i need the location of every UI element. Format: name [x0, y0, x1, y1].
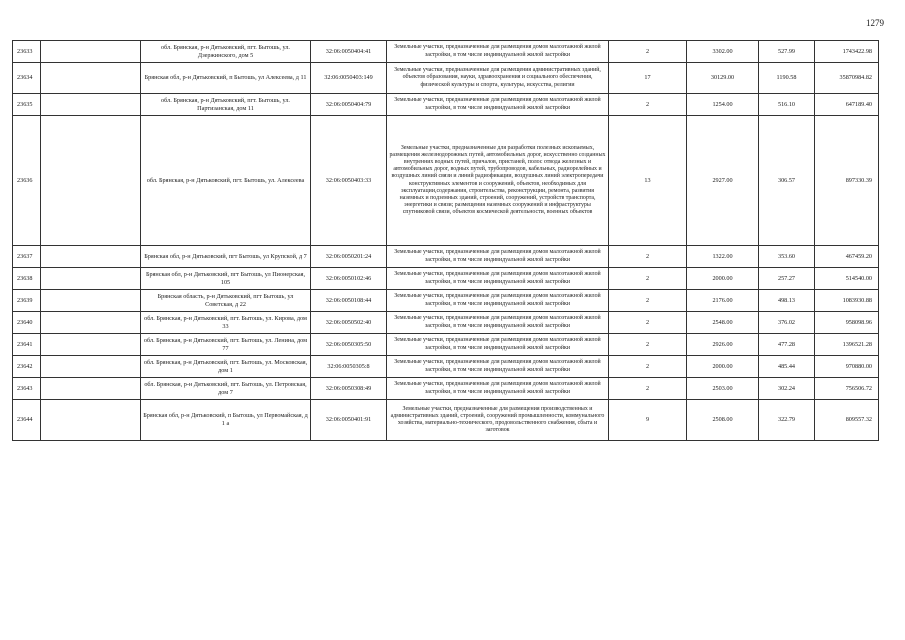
row-cadastral-number: 32:06:0050403:33 — [311, 116, 387, 246]
row-area: 2176.00 — [687, 290, 759, 312]
table-row — [13, 334, 879, 356]
row-price: 257.27 — [759, 268, 815, 290]
row-blank-cell — [41, 94, 141, 116]
row-blank-cell — [41, 356, 141, 378]
row-blank-cell — [41, 246, 141, 268]
row-purpose: Земельные участки, предназначенные для размещения домов малоэтажной жилой застройки, в том числе индивидуальной жилой застройки — [387, 290, 609, 312]
row-cadastral-number: 32:06:0050102:46 — [311, 268, 387, 290]
row-count: 2 — [609, 94, 687, 116]
row-count: 2 — [609, 312, 687, 334]
row-id: 23633 — [13, 41, 41, 63]
row-id: 23640 — [13, 312, 41, 334]
row-area: 2926.00 — [687, 334, 759, 356]
row-address: обл. Брянская, р-н Дятьковский, пгт. Бытошь, ул. Дзержинского, дом 5 — [141, 41, 311, 63]
row-purpose: Земельные участки, предназначенные для размещения домов малоэтажной жилой застройки, в том числе индивидуальной жилой застройки — [387, 268, 609, 290]
row-count: 9 — [609, 400, 687, 441]
row-purpose: Земельные участки, предназначенные для размещения домов малоэтажной жилой застройки, в том числе индивидуальной жилой застройки — [387, 312, 609, 334]
row-value: 958098.96 — [815, 312, 879, 334]
row-value: 35870984.82 — [815, 63, 879, 94]
table-row — [13, 41, 879, 63]
row-price: 306.57 — [759, 116, 815, 246]
table-row — [13, 246, 879, 268]
row-id: 23639 — [13, 290, 41, 312]
row-blank-cell — [41, 268, 141, 290]
table-row — [13, 356, 879, 378]
row-count: 17 — [609, 63, 687, 94]
row-price: 498.13 — [759, 290, 815, 312]
row-address: обл. Брянская, р-н Дятьковский, пгт. Бытошь, ул. Партизанская, дом 11 — [141, 94, 311, 116]
row-value: 467459.20 — [815, 246, 879, 268]
row-cadastral-number: 32:06:0050502:40 — [311, 312, 387, 334]
row-count: 2 — [609, 268, 687, 290]
table-row — [13, 290, 879, 312]
row-value: 514540.00 — [815, 268, 879, 290]
row-count: 2 — [609, 334, 687, 356]
row-area: 1254.00 — [687, 94, 759, 116]
row-cadastral-number: 32:06:0050308:49 — [311, 378, 387, 400]
row-address: обл. Брянская, р-н Дятьковский, пгт. Бытошь, ул. Кирова, дом 33 — [141, 312, 311, 334]
row-price: 485.44 — [759, 356, 815, 378]
row-blank-cell — [41, 41, 141, 63]
row-price: 477.28 — [759, 334, 815, 356]
row-price: 302.24 — [759, 378, 815, 400]
row-address: обл. Брянская, р-н Дятьковский, пгт. Бытошь, ул. Московская, дом 1 — [141, 356, 311, 378]
row-blank-cell — [41, 116, 141, 246]
row-price: 527.99 — [759, 41, 815, 63]
row-id: 23638 — [13, 268, 41, 290]
land-plot-table — [12, 40, 879, 441]
row-value: 1396521.28 — [815, 334, 879, 356]
row-purpose: Земельные участки, предназначенные для размещения домов малоэтажной жилой застройки, в том числе индивидуальной жилой застройки — [387, 94, 609, 116]
row-blank-cell — [41, 400, 141, 441]
row-purpose: Земельные участки, предназначенные для размещения домов малоэтажной жилой застройки, в том числе индивидуальной жилой застройки — [387, 246, 609, 268]
row-count: 2 — [609, 41, 687, 63]
row-blank-cell — [41, 290, 141, 312]
row-count: 2 — [609, 378, 687, 400]
row-area: 2508.00 — [687, 400, 759, 441]
row-id: 23636 — [13, 116, 41, 246]
row-id: 23635 — [13, 94, 41, 116]
row-area: 2000.00 — [687, 268, 759, 290]
row-address: Брянская обл, р-н Дятьковский, п Бытошь, ул Алексеева, д 11 — [141, 63, 311, 94]
row-count: 2 — [609, 290, 687, 312]
row-value: 647189.40 — [815, 94, 879, 116]
row-price: 1190.58 — [759, 63, 815, 94]
row-purpose: Земельные участки, предназначенные для размещения домов малоэтажной жилой застройки, в том числе индивидуальной жилой застройки — [387, 334, 609, 356]
row-blank-cell — [41, 378, 141, 400]
table-row — [13, 94, 879, 116]
row-id: 23644 — [13, 400, 41, 441]
row-price: 322.79 — [759, 400, 815, 441]
row-cadastral-number: 32:06:0050404:41 — [311, 41, 387, 63]
row-address: обл. Брянская, р-н Дятьковский, пгт. Бытошь, ул. Петровская, дом 7 — [141, 378, 311, 400]
row-address: Брянская обл, р-н Дятьковский, пгт Бытошь, ул Пионерская, 105 — [141, 268, 311, 290]
row-area: 1322.00 — [687, 246, 759, 268]
row-purpose: Земельные участки, предназначенные для размещения административных зданий, объектов образования, науки, здравоохранения и социального обеспечения, физической культуры и спорта, культуры, искусства, религии — [387, 63, 609, 94]
table-row — [13, 268, 879, 290]
row-count: 2 — [609, 356, 687, 378]
table-row — [13, 378, 879, 400]
row-address: обл. Брянская, р-н Дятьковский, пгт. Бытошь, ул. Алексеева — [141, 116, 311, 246]
row-blank-cell — [41, 334, 141, 356]
row-address: Брянская обл, р-н Дятьковский, п Бытошь, ул Первомайская, д 1 а — [141, 400, 311, 441]
row-blank-cell — [41, 63, 141, 94]
row-purpose: Земельные участки, предназначенные для размещения домов малоэтажной жилой застройки, в том числе индивидуальной жилой застройки — [387, 378, 609, 400]
row-id: 23634 — [13, 63, 41, 94]
row-area: 30129.00 — [687, 63, 759, 94]
row-id: 23637 — [13, 246, 41, 268]
row-area: 2503.00 — [687, 378, 759, 400]
row-value: 970880.00 — [815, 356, 879, 378]
table-row — [13, 63, 879, 94]
row-cadastral-number: 32:06:0050401:91 — [311, 400, 387, 441]
row-value: 756506.72 — [815, 378, 879, 400]
row-cadastral-number: 32:06:0050403:149 — [311, 63, 387, 94]
row-address: Брянская область, р-н Дятьковский, пгт Бытошь, ул Советская, д 22 — [141, 290, 311, 312]
row-price: 516.10 — [759, 94, 815, 116]
table-row — [13, 116, 879, 246]
row-area: 2000.00 — [687, 356, 759, 378]
row-area: 2927.00 — [687, 116, 759, 246]
row-purpose: Земельные участки, предназначенные для разработки полезных ископаемых, размещения железнодорожных путей, автомобильных дорог, искусственно созданных внутренних водных путей, причалов, пристаней, полос отвода железных и автомобильных дорог, водных путей, трубопроводов, кабельных, радиорелейных и воздушных линий связи и линий радиофикации, воздушных линий электропередачи конструктивных элементов и сооружений, объектов, необходимых для эксплуатации,содержания, строительства, реконструкции, ремонта, развития наземных и подземных зданий, строений, сооружений, устройств транспорта, энергетики и связи; размещения наземных сооружений и инфраструктуры спутниковой связи, объектов космической деятельности, военных объектов — [387, 116, 609, 246]
row-count: 2 — [609, 246, 687, 268]
row-id: 23642 — [13, 356, 41, 378]
row-address: Брянская обл, р-н Дятьковский, пгт Бытошь, ул Крупской, д 7 — [141, 246, 311, 268]
row-value: 897330.39 — [815, 116, 879, 246]
row-count: 13 — [609, 116, 687, 246]
row-price: 376.02 — [759, 312, 815, 334]
row-purpose: Земельные участки, предназначенные для размещения домов малоэтажной жилой застройки, в том числе индивидуальной жилой застройки — [387, 356, 609, 378]
row-address: обл. Брянская, р-н Дятьковский, пгт. Бытошь, ул. Ленина, дом 77 — [141, 334, 311, 356]
row-id: 23641 — [13, 334, 41, 356]
row-id: 23643 — [13, 378, 41, 400]
row-price: 353.60 — [759, 246, 815, 268]
row-cadastral-number: 32:06:0050305:50 — [311, 334, 387, 356]
row-cadastral-number: 32:06:0050305:8 — [311, 356, 387, 378]
row-cadastral-number: 32:06:0050404:79 — [311, 94, 387, 116]
row-area: 2548.00 — [687, 312, 759, 334]
page-number: 1279 — [866, 18, 884, 28]
row-cadastral-number: 32:06:0050201:24 — [311, 246, 387, 268]
row-value: 1743422.98 — [815, 41, 879, 63]
table-row — [13, 400, 879, 441]
table-row — [13, 312, 879, 334]
row-value: 809557.32 — [815, 400, 879, 441]
row-area: 3302.00 — [687, 41, 759, 63]
row-purpose: Земельные участки, предназначенные для размещения домов малоэтажной жилой застройки, в том числе индивидуальной жилой застройки — [387, 41, 609, 63]
row-cadastral-number: 32:06:0050108:44 — [311, 290, 387, 312]
row-purpose: Земельные участки, предназначенные для размещения производственных и административных зданий, строений, сооружений промышленности, коммунального хозяйства, материально-технического, продовольственного снабжения, сбыта и заготовок — [387, 400, 609, 441]
row-blank-cell — [41, 312, 141, 334]
row-value: 1083930.88 — [815, 290, 879, 312]
